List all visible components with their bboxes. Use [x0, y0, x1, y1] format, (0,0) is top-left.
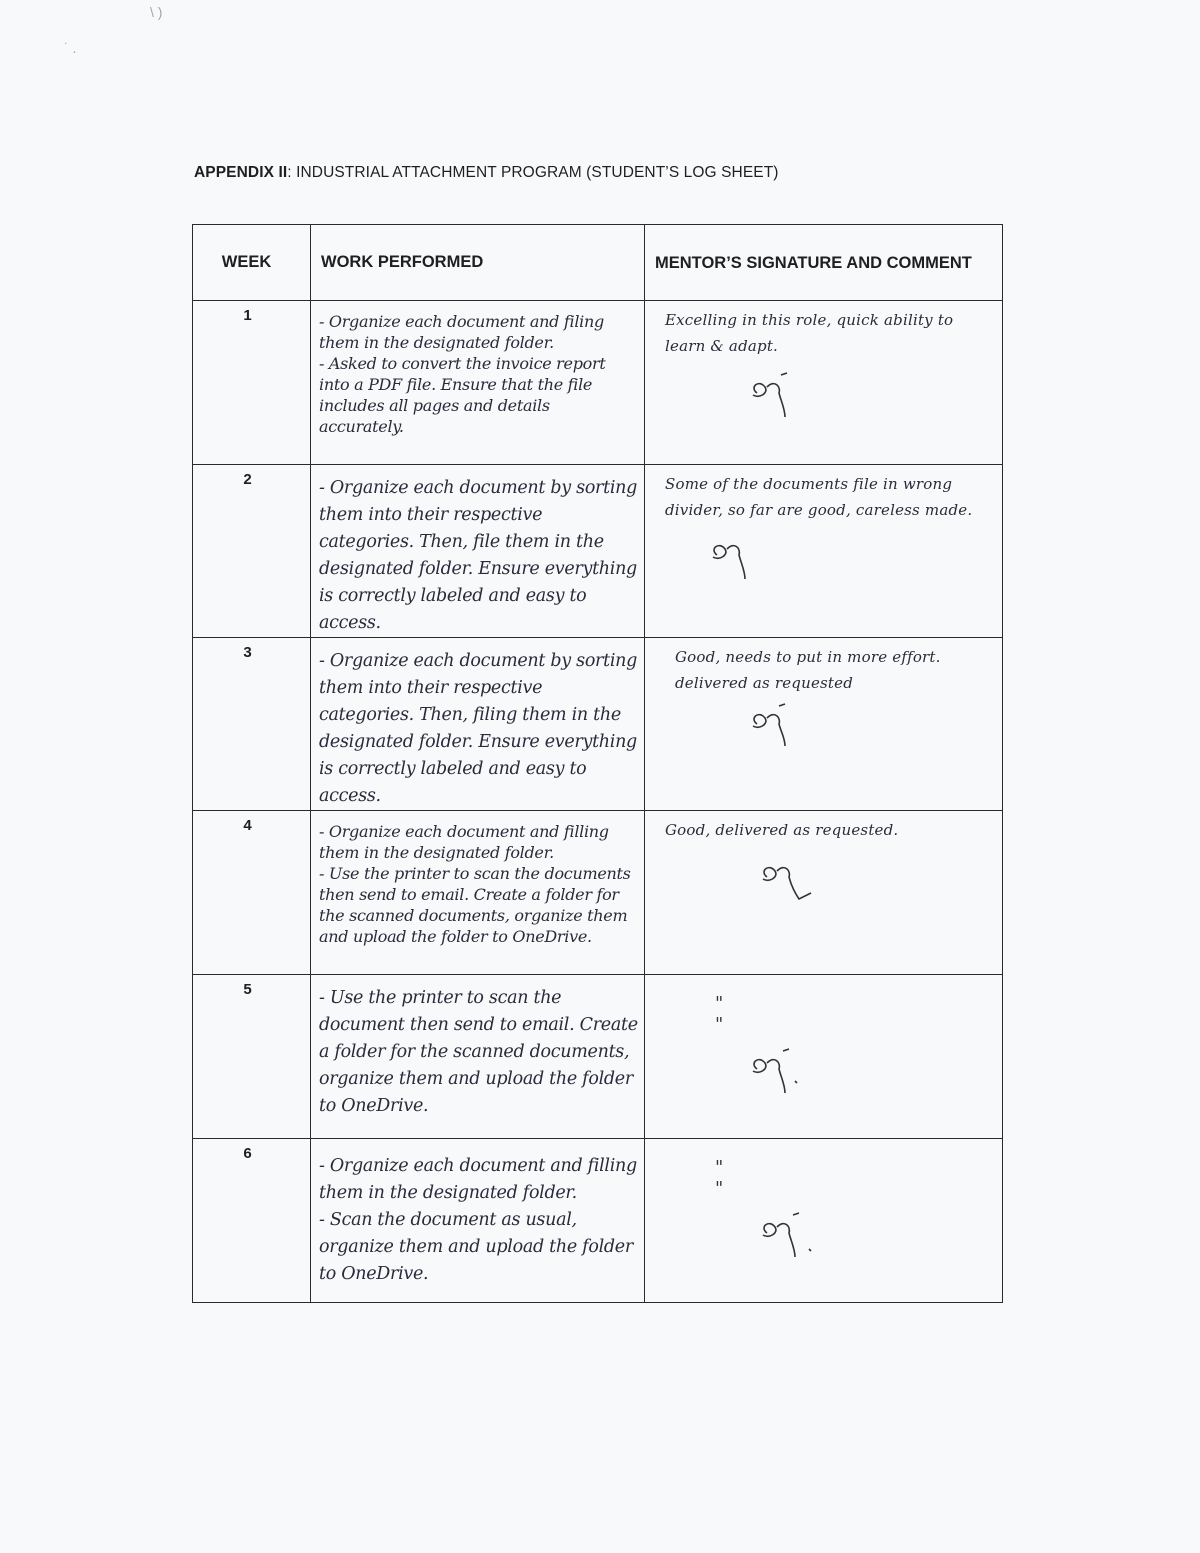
mentor-signature-icon: [745, 1041, 835, 1101]
title-bold-part: APPENDIX II: [194, 164, 288, 181]
ditto-mark: " ": [715, 993, 834, 1035]
table-row: [193, 811, 1003, 975]
week-number: 3: [243, 644, 252, 661]
header-work-performed: WORK PERFORMED: [311, 225, 645, 301]
title-rest: : INDUSTRIAL ATTACHMENT PROGRAM (STUDENT’S LOG SHEET): [287, 164, 779, 181]
week-number: 2: [243, 471, 252, 488]
week-number: 6: [243, 1145, 252, 1162]
mentor-comment: Excelling in this role, quick ability to learn & adapt.: [665, 311, 954, 355]
week-number: 4: [243, 817, 252, 834]
work-performed-text: - Organize each document by sorting them into their respective categories. Then, file them in the designated folder. Ensure everything is correctly labeled and easy to access.: [319, 478, 638, 633]
mentor-signature-icon: [745, 365, 815, 425]
mentor-comment: Some of the documents file in wrong divider, so far are good, careless made.: [665, 475, 973, 519]
header-mentor-signature-comment: MENTOR’S SIGNATURE AND COMMENT: [645, 225, 1003, 301]
scan-mark: ˙ .: [64, 40, 77, 56]
week-number: 5: [243, 981, 252, 998]
header-row: [193, 225, 1003, 301]
mentor-signature-icon: [755, 1205, 845, 1265]
header-week: WEEK: [193, 225, 311, 301]
mentor-signature-icon: [705, 529, 775, 585]
mentor-signature-icon: [755, 849, 835, 909]
week-number: 1: [243, 307, 252, 324]
table-row: [193, 1139, 1003, 1303]
ditto-mark: " ": [715, 1157, 834, 1199]
table-row: [193, 975, 1003, 1139]
log-sheet-table: [192, 224, 1003, 1303]
page-title: [194, 164, 779, 182]
work-performed-text: - Organize each document and filling them in the designated folder. - Scan the document as usual, organize them and upload the folder to OneDrive.: [319, 1156, 637, 1284]
work-performed-text: - Use the printer to scan the document then send to email. Create a folder for the scanned documents, organize them and upload the folder to OneDrive.: [319, 988, 638, 1116]
table-row: [193, 638, 1003, 811]
work-performed-text: - Organize each document by sorting them into their respective categories. Then, filing them in the designated folder. Ensure everything is correctly labeled and easy to access.: [319, 651, 638, 806]
table-row: [193, 465, 1003, 638]
mentor-signature-icon: [745, 702, 815, 752]
work-performed-text: - Organize each document and filing them in the designated folder. - Asked to convert the invoice report into a PDF file. Ensure that the file includes all pages and details accurately.: [319, 312, 606, 436]
work-performed-text: - Organize each document and filling them in the designated folder. - Use the printer to scan the documents then send to email. Create a folder for the scanned documents, organize them and upload the folder to OneDrive.: [319, 822, 631, 946]
table-row: [193, 301, 1003, 465]
mentor-comment: Good, delivered as requested.: [665, 821, 899, 839]
mentor-comment: Good, needs to put in more effort. delivered as requested: [675, 648, 941, 692]
scan-mark: \ ): [150, 4, 163, 20]
